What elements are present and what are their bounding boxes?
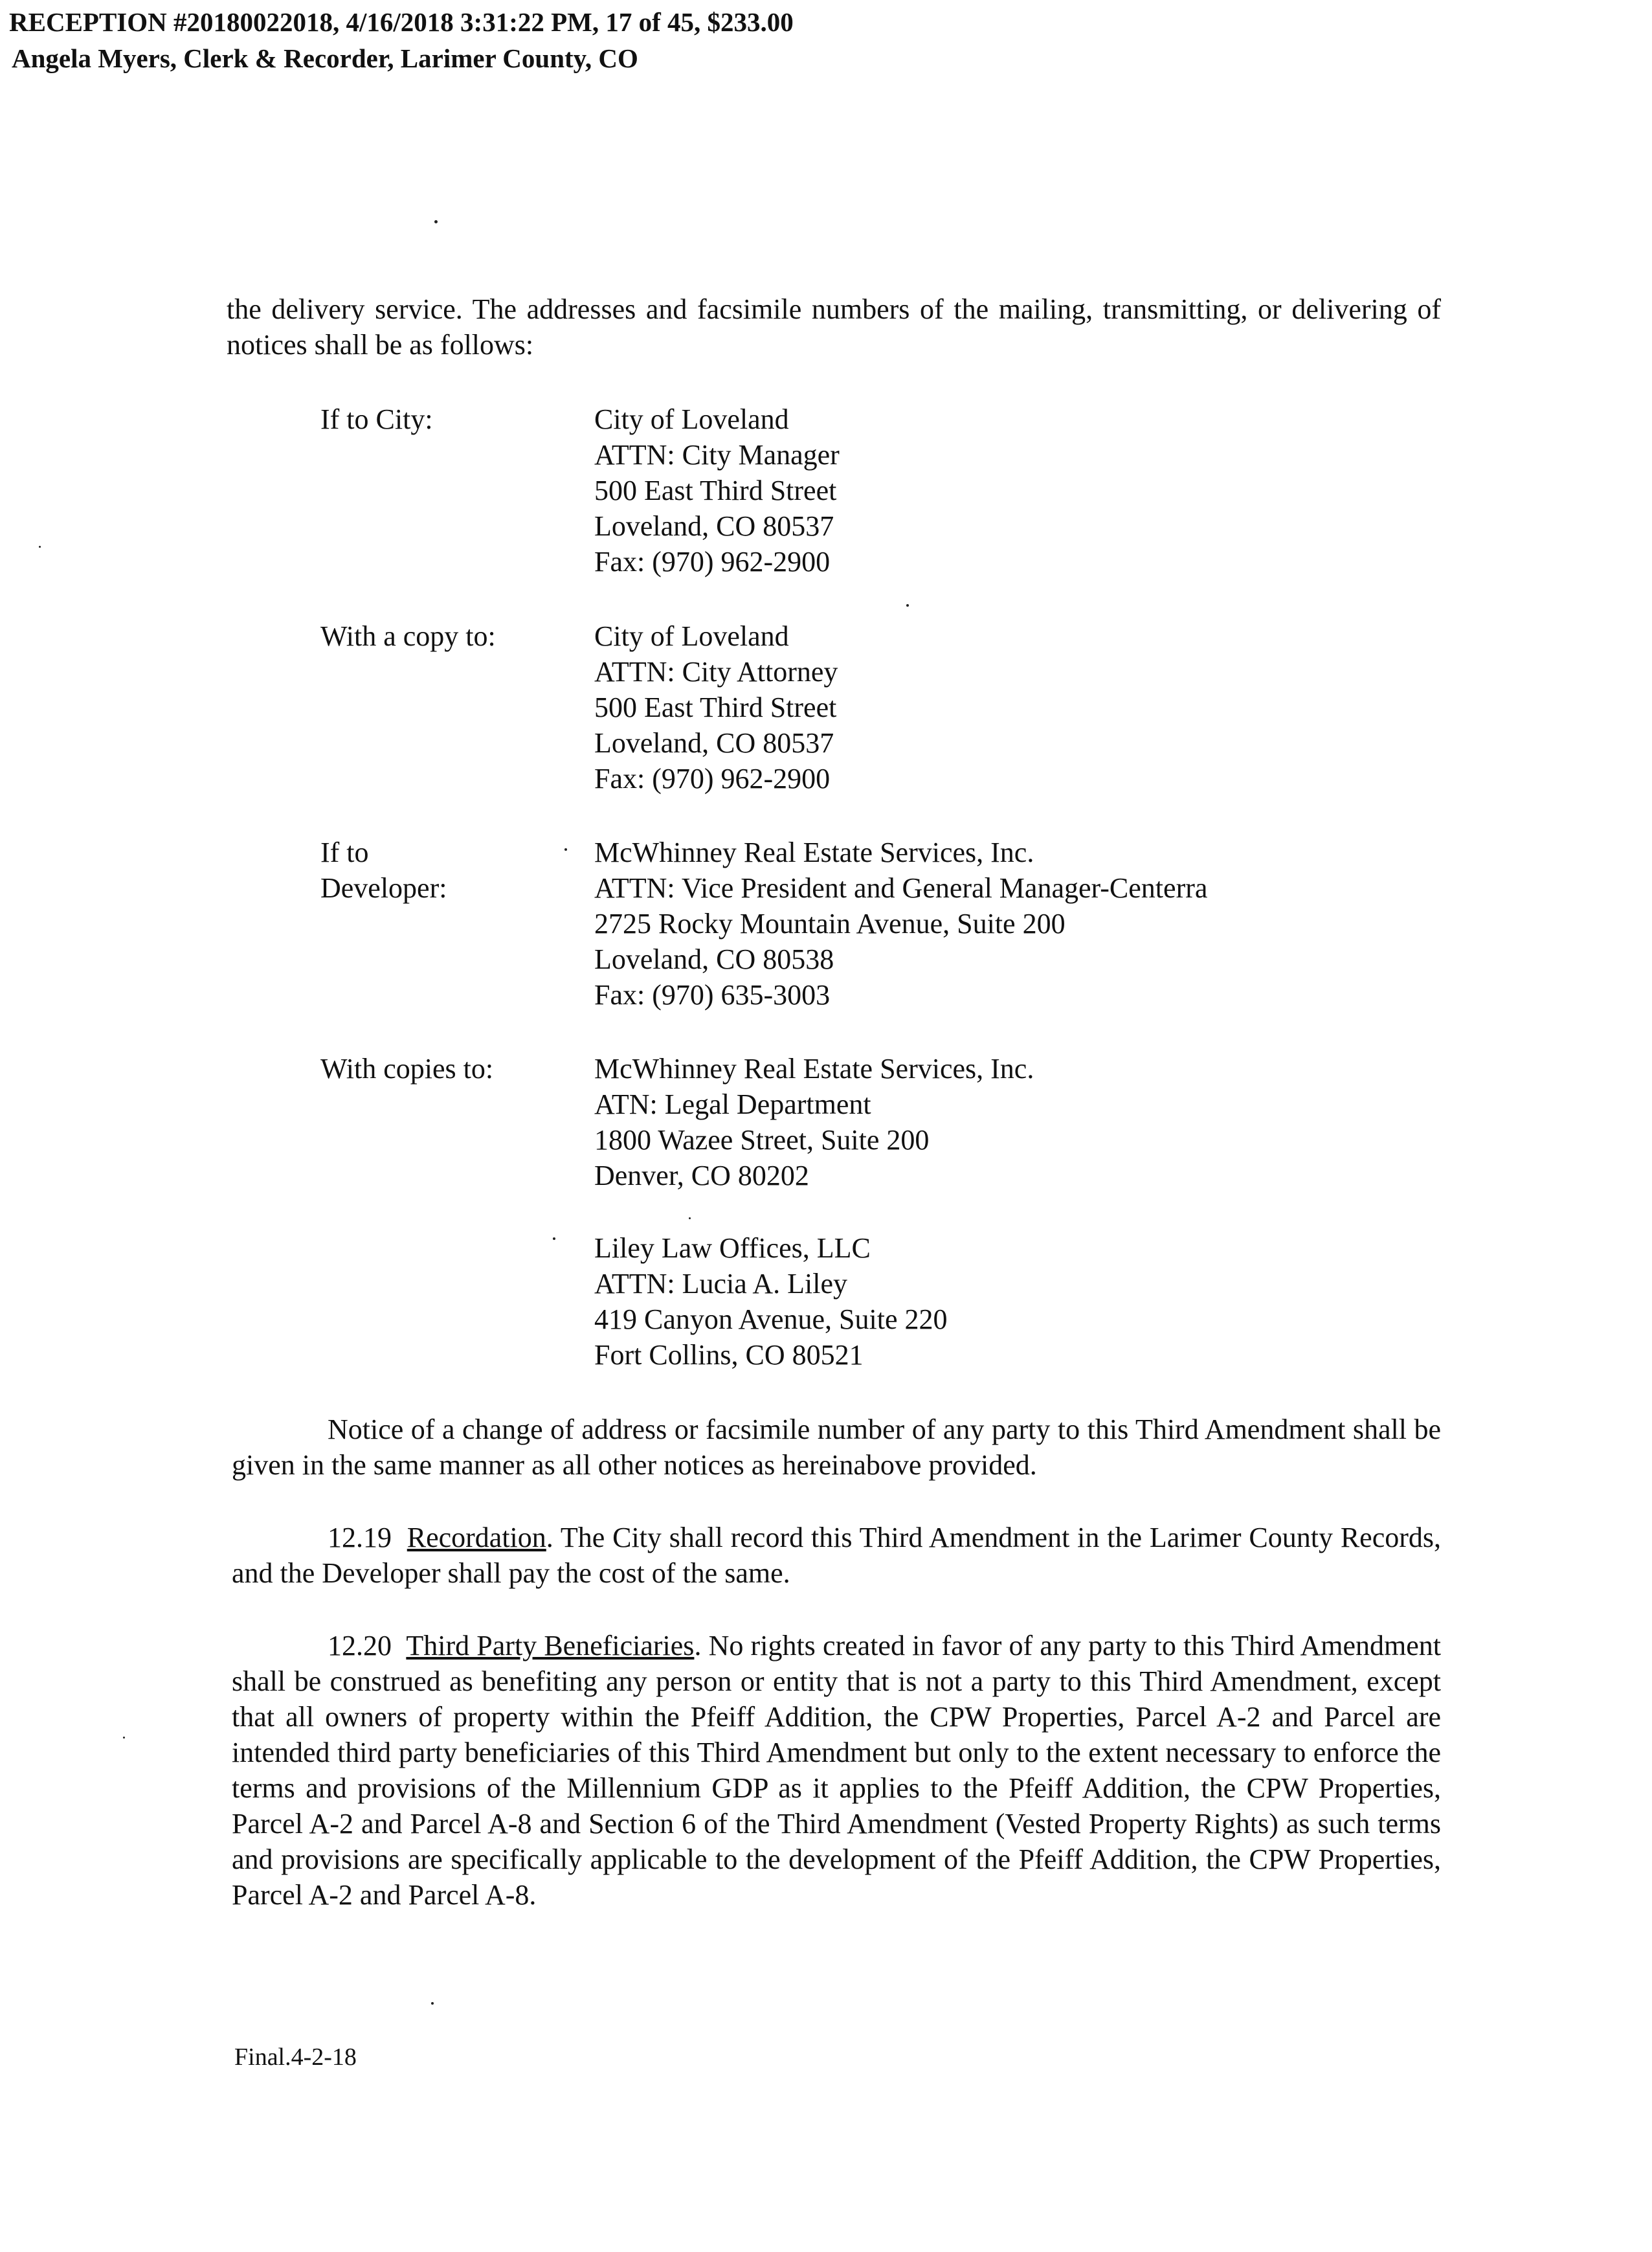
address-line: McWhinney Real Estate Services, Inc. — [594, 837, 1034, 868]
address-line: Loveland, CO 80537 — [594, 510, 834, 542]
address-line: 419 Canyon Avenue, Suite 220 — [594, 1303, 948, 1335]
address-developer — [594, 835, 1207, 1013]
section-number: 12.19 — [328, 1522, 392, 1553]
address-city-attorney — [594, 618, 838, 796]
change-notice-paragraph: Notice of a change of address or facsimile number of any party to this Third Amendment shall be given in the same manner as all other notices as hereinabove provided. — [232, 1413, 1441, 1481]
section-body: . No rights created in favor of any party to this Third Amendment shall be construed as benefiting any person or entity that is not a party to this Third Amendment, except that all owners of property within the Pfeiff Addition, the CPW Properties, Parcel A-2 and Parcel are intended third party beneficiaries of this Third Amendment but only to the extent necessary to enforce the terms and provisions of the Millennium GDP as it applies to the Pfeiff Addition, the CPW Properties, Parcel A-2 and Parcel A-8 and Section 6 of the Third Amendment (Vested Property Rights) as such terms and provisions are specifically applicable to the development of the Pfeiff Addition, the CPW Properties, Parcel A-2 and Parcel A-8. — [232, 1630, 1441, 1911]
recording-stamp-line-2: Angela Myers, Clerk & Recorder, Larimer County, CO — [12, 43, 638, 73]
address-line: Fax: (970) 962-2900 — [594, 546, 831, 578]
footer-version: Final.4-2-18 — [234, 2044, 357, 2071]
scan-speck — [39, 546, 41, 548]
scan-speck — [123, 1737, 125, 1739]
section-12-20 — [232, 1628, 1441, 1913]
address-city — [594, 401, 840, 580]
label-with-a-copy-to: With a copy to: — [320, 620, 496, 652]
section-12-19 — [232, 1520, 1441, 1591]
address-line: City of Loveland — [594, 403, 789, 435]
address-line: Fax: (970) 962-2900 — [594, 763, 831, 794]
address-line: ATTN: City Attorney — [594, 656, 838, 688]
section-title: Third Party Beneficiaries — [406, 1630, 695, 1661]
address-line: ATTN: Vice President and General Manager-Centerra — [594, 872, 1208, 904]
label-with-copies-to: With copies to: — [320, 1053, 494, 1085]
address-line: Loveland, CO 80538 — [594, 943, 834, 975]
scan-speck — [564, 848, 567, 851]
address-line: Fort Collins, CO 80521 — [594, 1339, 864, 1371]
label-line: If to — [320, 837, 369, 868]
label-line: Developer: — [320, 872, 447, 904]
scan-speck — [434, 220, 438, 223]
address-line: ATTN: City Manager — [594, 439, 840, 471]
recording-stamp — [9, 4, 794, 76]
scan-speck — [553, 1237, 555, 1240]
address-line: 1800 Wazee Street, Suite 200 — [594, 1124, 930, 1156]
label-if-to-developer — [320, 835, 447, 906]
address-line: ATTN: Lucia A. Liley — [594, 1268, 848, 1300]
address-line: Denver, CO 80202 — [594, 1160, 809, 1191]
address-line: 500 East Third Street — [594, 692, 837, 723]
address-line: McWhinney Real Estate Services, Inc. — [594, 1053, 1034, 1085]
section-number: 12.20 — [328, 1630, 392, 1661]
address-line: Liley Law Offices, LLC — [594, 1232, 871, 1264]
label-if-to-city: If to City: — [320, 403, 433, 435]
address-liley-law — [594, 1230, 947, 1373]
address-line: Fax: (970) 635-3003 — [594, 979, 831, 1011]
section-title: Recordation — [407, 1522, 546, 1553]
address-developer-legal — [594, 1051, 1034, 1193]
intro-paragraph: the delivery service. The addresses and facsimile numbers of the mailing, transmitting, or delivering of notices shall be as follows: — [227, 293, 1441, 361]
address-line: City of Loveland — [594, 620, 789, 652]
scan-speck — [906, 604, 909, 607]
address-line: 2725 Rocky Mountain Avenue, Suite 200 — [594, 908, 1066, 940]
section-body: . The City shall record this Third Amendment in the Larimer County Records, and the Developer shall pay the cost of the same. — [232, 1522, 1442, 1589]
recording-stamp-line-1: RECEPTION #20180022018, 4/16/2018 3:31:22 PM, 17 of 45, $233.00 — [9, 7, 794, 37]
address-line: ATN: Legal Department — [594, 1088, 871, 1120]
address-line: Loveland, CO 80537 — [594, 727, 834, 759]
scan-speck — [431, 2002, 434, 2005]
scan-speck — [689, 1217, 691, 1219]
address-line: 500 East Third Street — [594, 475, 837, 506]
